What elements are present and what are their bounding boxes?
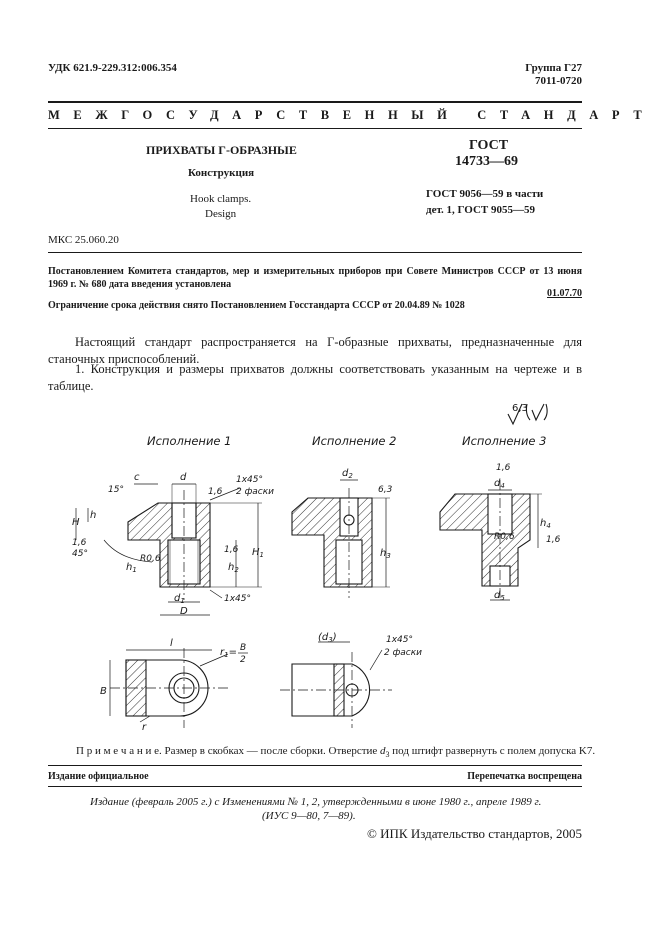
dim-d3: $(d_3)$ xyxy=(318,632,337,644)
dim-h3: $h_3$ xyxy=(380,548,391,560)
reprint-prohibited: Перепечатка воспрещена xyxy=(467,771,582,782)
dim-H1: $H_1$ xyxy=(252,547,264,559)
roughness-value: 6,3 xyxy=(512,403,528,414)
dim-c: c xyxy=(134,472,140,483)
mks-code: МКС 25.060.20 xyxy=(48,234,119,246)
group-code: Группа Г27 xyxy=(525,62,582,74)
subtitle-en: Design xyxy=(205,208,237,220)
copyright: © ИПК Издательство стандартов, 2005 xyxy=(367,826,582,841)
udk-code: УДК 621.9-229.312:006.354 xyxy=(48,62,177,74)
variant2-section xyxy=(292,480,390,598)
gost-number: 14733—69 xyxy=(455,154,518,169)
dim-r1: $r_1=$ xyxy=(220,647,237,659)
edition-info-2: (ИУС 9—80, 7—89). xyxy=(262,810,356,822)
dim-h4: $h_4$ xyxy=(540,518,551,530)
variant3-section xyxy=(440,480,542,600)
footer-rule xyxy=(48,765,582,766)
variant1-top-view xyxy=(110,648,230,728)
variant2-label: Исполнение 2 xyxy=(312,434,397,448)
footer-rule-2 xyxy=(48,786,582,787)
replaces-line-1: ГОСТ 9056—59 в части xyxy=(426,188,544,200)
dim-angle-45: 45° xyxy=(72,549,88,559)
dim-d5: $d_5$ xyxy=(494,590,505,602)
standard-type-heading: МЕЖГОСУДАРСТВЕННЫЙ СТАНДАРТ xyxy=(48,108,656,122)
dim-roughness-1-6-b: 1,6 xyxy=(208,487,223,497)
official-edition: Издание официальное xyxy=(48,771,149,782)
paragraph-scope: Настоящий стандарт распространяется на Г-образные прихваты, предназначенные для станочных приспособлений. xyxy=(48,335,582,366)
dim-chamfer-bottom: 1x45° xyxy=(224,594,252,604)
variant2-top-view xyxy=(280,642,392,728)
variant3-label: Исполнение 3 xyxy=(462,434,547,448)
dim-r1-denominator: 2 xyxy=(240,655,246,665)
title-ru: ПРИХВАТЫ Г-ОБРАЗНЫЕ xyxy=(146,143,297,157)
dim-r1-numerator: B xyxy=(240,643,247,653)
variant1-label: Исполнение 1 xyxy=(147,434,232,448)
title-rule xyxy=(48,252,582,253)
gost-label: ГОСТ xyxy=(469,138,509,153)
dim-chamfer-2: 1x45° xyxy=(386,635,414,645)
dim-angle-15: 15° xyxy=(108,485,124,495)
dim-chamfer-1: 1x45° xyxy=(236,475,264,485)
dim-radius-r06-b: R0,6 xyxy=(494,532,515,542)
limitation-text: Ограничение срока действия снято Постановлением Госстандарта СССР от 20.04.89 № 1028 xyxy=(48,300,465,311)
dim-h1: $h_1$ xyxy=(126,562,137,574)
dim-l: l xyxy=(170,638,173,649)
technical-drawing xyxy=(0,395,661,740)
dim-d4: $d_4$ xyxy=(494,478,505,490)
dim-h: h xyxy=(90,510,97,521)
dim-roughness-1-6-a: 1,6 xyxy=(72,538,87,548)
dim-D: D xyxy=(180,606,188,617)
decree-text: Постановлением Комитета стандартов, мер и измерительных приборов при Совете Министров СССР от 13 июня 1969 г. № 680 дата введения установлена xyxy=(48,266,582,290)
dim-roughness-1-6-d: 1,6 xyxy=(496,463,511,473)
title-en: Hook clamps. xyxy=(190,193,252,205)
dim-d2: $d_2$ xyxy=(342,468,353,480)
dim-r: r xyxy=(142,722,147,733)
replaces-line-2: дет. 1, ГОСТ 9055—59 xyxy=(426,204,535,216)
dim-roughness-6-3: 6,3 xyxy=(378,485,393,495)
top-rule xyxy=(48,101,582,103)
top-rule-2 xyxy=(48,128,582,129)
subtitle-ru: Конструкция xyxy=(188,167,255,179)
dim-roughness-1-6-e: 1,6 xyxy=(546,535,561,545)
dim-radius-r06: R0,6 xyxy=(140,554,161,564)
drawing-note: П р и м е ч а н и е. Размер в скобках — после сборки. Отверстие $d_3$ под штифт развернуть с полем допуска K7. xyxy=(76,745,596,760)
dim-d1: $d_1$ xyxy=(174,593,185,605)
dim-B: B xyxy=(100,686,107,697)
dim-roughness-1-6-c: 1,6 xyxy=(224,545,239,555)
edition-info-1: Издание (февраль 2005 г.) с Изменениями № 1, 2, утвержденными в июне 1980 г., апреле 1989 г. xyxy=(90,796,542,808)
dim-chamfer-1-note: 2 фаски xyxy=(236,487,275,497)
dim-d: d xyxy=(180,472,187,483)
effective-date: 01.07.70 xyxy=(547,288,582,299)
dim-H: H xyxy=(72,517,80,528)
paragraph-1: 1. Конструкция и размеры прихватов должны соответствовать указанным на чертеже и в таблице. xyxy=(48,362,582,393)
dim-chamfer-2-note: 2 фаски xyxy=(384,648,423,658)
dim-h2: $h_2$ xyxy=(228,562,239,574)
classification-code: 7011-0720 xyxy=(534,75,582,87)
